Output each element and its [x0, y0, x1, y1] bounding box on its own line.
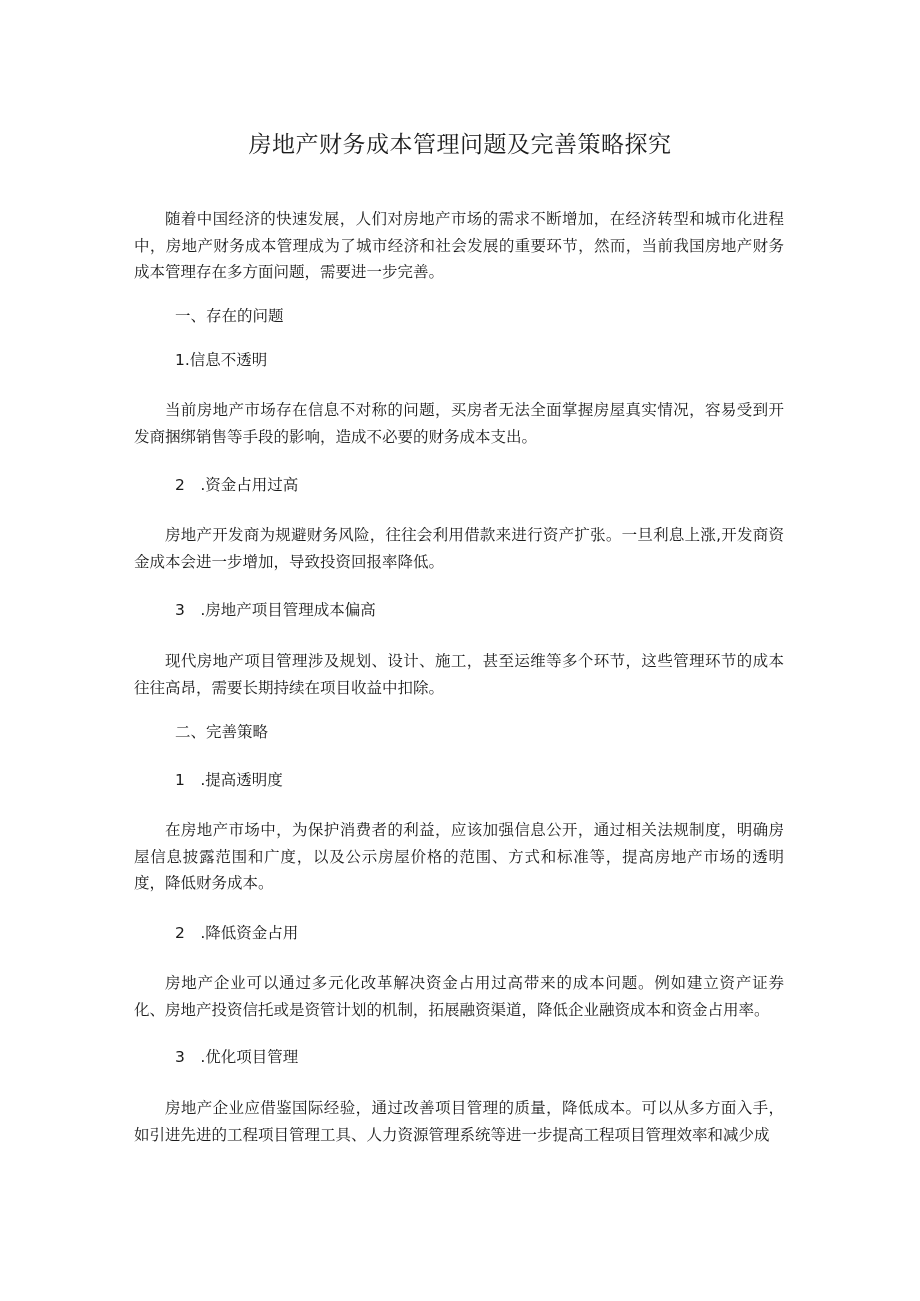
subheading-transparency: 1 .提高透明度	[175, 771, 283, 789]
subheading-reduce-capital: 2 .降低资金占用	[175, 924, 299, 942]
document-title: 房地产财务成本管理问题及完善策略探究	[248, 132, 672, 158]
section-heading-problems: 一、存在的问题	[175, 307, 284, 325]
paragraph-optimize-management: 房地产企业应借鉴国际经验，通过改善项目管理的质量，降低成本。可以从多方面入手，如引进先进的工程项目管理工具、人力资源管理系统等进一步提高工程项目管理效率和减少成	[134, 1099, 784, 1144]
section-heading-strategies: 二、完善策略	[175, 723, 269, 741]
paragraph-project-cost: 现代房地产项目管理涉及规划、设计、施工，甚至运维等多个环节，这些管理环节的成本往往高昂，需要长期持续在项目收益中扣除。	[134, 652, 784, 697]
paragraph-capital-occupation: 房地产开发商为规避财务风险，往往会利用借款来进行资产扩张。一旦利息上涨,开发商资金成本会进一步增加，导致投资回报率降低。	[134, 526, 784, 571]
paragraph-transparency: 在房地产市场中，为保护消费者的利益，应该加强信息公开，通过相关法规制度，明确房屋信息披露范围和广度，以及公示房屋价格的范围、方式和标准等，提高房地产市场的透明度，降低财务成本。	[134, 821, 784, 892]
paragraph-reduce-capital: 房地产企业可以通过多元化改革解决资金占用过高带来的成本问题。例如建立资产证券化、房地产投资信托或是资管计划的机制，拓展融资渠道，降低企业融资成本和资金占用率。	[134, 974, 784, 1019]
paragraph-info-opacity: 当前房地产市场存在信息不对称的问题，买房者无法全面掌握房屋真实情况，容易受到开发商捆绑销售等手段的影响，造成不必要的财务成本支出。	[134, 401, 784, 446]
subheading-capital-occupation: 2 .资金占用过高	[175, 476, 299, 494]
subheading-optimize-management: 3 .优化项目管理	[175, 1048, 299, 1066]
subheading-info-opacity: 1.信息不透明	[175, 351, 268, 369]
intro-paragraph: 随着中国经济的快速发展，人们对房地产市场的需求不断增加，在经济转型和城市化进程中，房地产财务成本管理成为了城市经济和社会发展的重要环节，然而，当前我国房地产财务成本管理存在多方面问题，需要进一步完善。	[134, 210, 784, 281]
subheading-project-cost: 3 .房地产项目管理成本偏高	[175, 601, 376, 619]
